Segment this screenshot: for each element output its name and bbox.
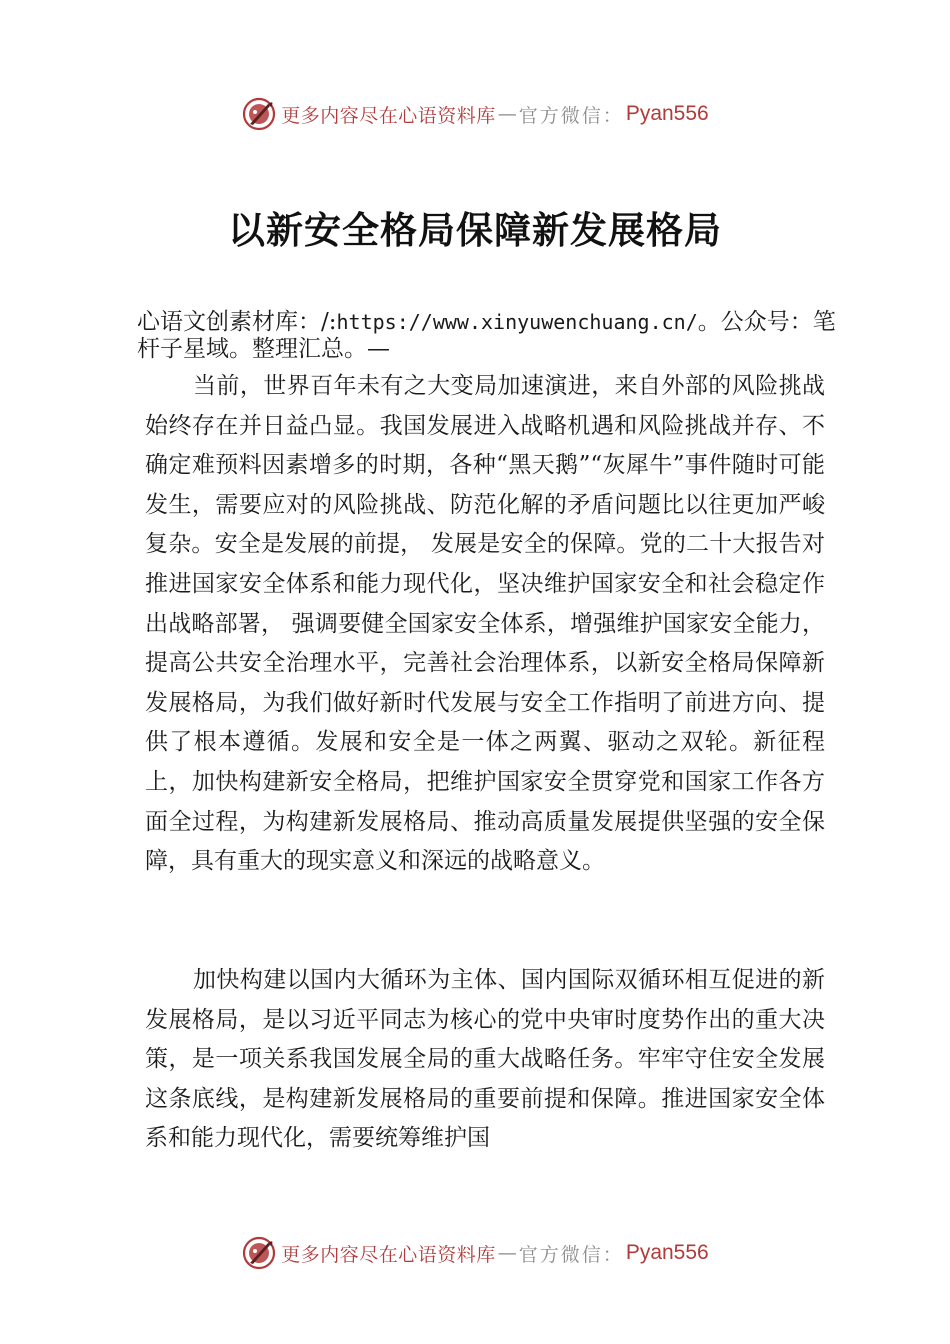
body-paragraph: 加快构建以国内大循环为主体、国内国际双循环相互促进的新发展格局，是以习近平同志为核心的党中央审时度势作出的重大决策，是一项关系我国发展全局的重大战略任务。牢牢守住安全发展这条底线，是构建新发展格局的重要前提和保障。推进国家安全体系和能力现代化，需要统筹维护国 — [145, 967, 825, 1152]
body-paragraph: 当前，世界百年未有之大变局加速演进，来自外部的风险挑战始终存在并日益凸显。我国发展进入战略机遇和风险挑战并存、不确定难预料因素增多的时期，各种“黑天鹅”“灰犀牛”事件随时可能发生，需要应对的风险挑战、防范化解的矛盾问题比以往更加严峻复杂。安全是发展的前提， 发展是安全的保障。党的二十大报告对推进国家安全体系和能力现代化，坚决维护国家安全和社会稳定作出战略部署， 强调要健全国家安全体系，增强维护国家安全能力，提高公共安全治理水平，完善社会治理体系，以新安全格局保障新发展格局，为我们做好新时代发展与安全工作指明了前进方向、提供了根本遵循。发展和安全是一体之两翼、驱动之双轮。新征程上，加快构建新安全格局，把维护国家安全贯穿党和国家工作各方面全过程，为构建新发展格局、推动高质量发展提供坚强的安全保障，具有重大的现实意义和深远的战略意义。 — [145, 373, 825, 875]
banner-separator: — — [497, 103, 517, 125]
wechat-label: 官方微信： — [518, 104, 624, 127]
brand-text: 更多内容尽在心语资料库 — [281, 104, 496, 127]
banner-separator: — — [497, 1242, 517, 1264]
brand-text: 更多内容尽在心语资料库 — [281, 1243, 496, 1266]
header-banner — [0, 92, 950, 136]
source-suffix: 。公众号：笔杆子星域。整理汇总。— — [137, 309, 836, 362]
quill-pen-seal-icon — [241, 1235, 277, 1271]
quill-pen-seal-icon — [241, 96, 277, 132]
source-url[interactable]: https://www.xinyuwenchuang.cn/ — [336, 310, 698, 334]
document-title: 以新安全格局保障新发展格局 — [228, 209, 722, 252]
source-prefix: 心语文创素材库：/: — [137, 309, 337, 335]
wechat-label: 官方微信： — [518, 1243, 624, 1266]
wechat-id: Pyan556 — [625, 1241, 709, 1264]
source-note — [137, 309, 837, 363]
footer-banner — [0, 1231, 950, 1275]
wechat-id: Pyan556 — [625, 102, 709, 125]
